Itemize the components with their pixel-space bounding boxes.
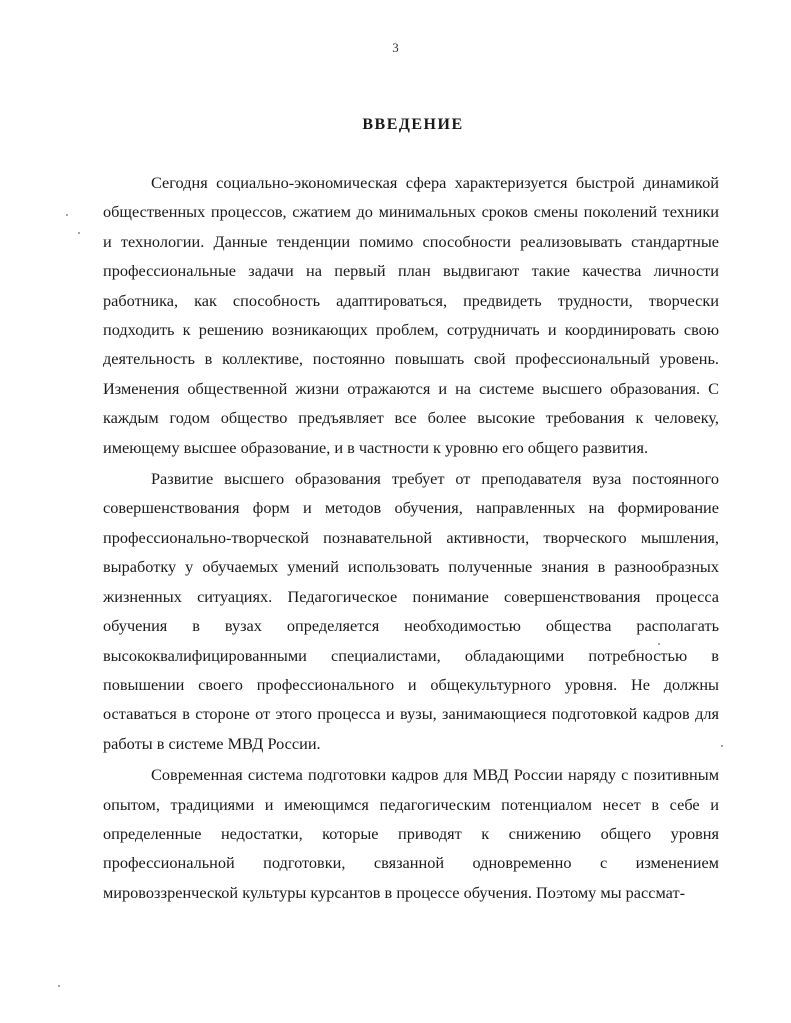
page-number: 3: [392, 40, 399, 55]
paragraph-2: Развитие высшего образования требует от преподавателя вуза постоянного совершенствования форм и методов обучения, направленных на формирование профессионально-творческой познавательной активности, творческого мышления, выработку у обучаемых умений использовать полученные знания в разнообразных жизненных ситуациях. Педагогическое понимание совершенствования процесса обучения в вузах определяется необходимостью общества располагать высококвалифицированными специалистами, обладающими потребностью в повышении своего профессионального и общекультурного уровня. Не должны оставаться в стороне от этого процесса и вузы, занимающиеся подготовкой кадров для работы в системе МВД России.: [103, 469, 719, 753]
scan-speck: [658, 643, 660, 645]
paragraph-1: Сегодня социально-экономическая сфера характеризуется быстрой динамикой общественных процессов, сжатием до минимальных сроков смены поколений техники и технологии. Данные тенденции помимо способности реализовывать стандартные профессиональные задачи на первый план выдвигают такие качества личности работника, как способность адаптироваться, предвидеть трудности, творчески подходить к решению возникающих проблем, сотрудничать и координировать свою деятельность в коллективе, постоянно повышать свой профессиональный уровень. Изменения общественной жизни отражаются и на системе высшего образования. С каждым годом общество предъявляет все более высокие требования к человеку, имеющему высшее образование, и в частности к уровню его общего развития.: [103, 173, 719, 457]
scan-speck: [58, 985, 60, 987]
scan-speck: [78, 232, 80, 234]
paragraph-3: Современная система подготовки кадров для МВД России наряду с позитивным опытом, традициями и имеющимся педагогическим потенциалом несет в себе и определенные недостатки, которые приводят к снижению общего уровня профессиональной подготовки, связанной одновременно с изменением мировоззренческой культуры курсантов в процессе обучения. Поэтому мы рассмат-: [103, 765, 719, 902]
scan-speck: [721, 745, 723, 747]
page-title: ВВЕДЕНИЕ: [362, 116, 464, 133]
scan-speck: [66, 214, 68, 216]
body-text: [103, 168, 719, 909]
